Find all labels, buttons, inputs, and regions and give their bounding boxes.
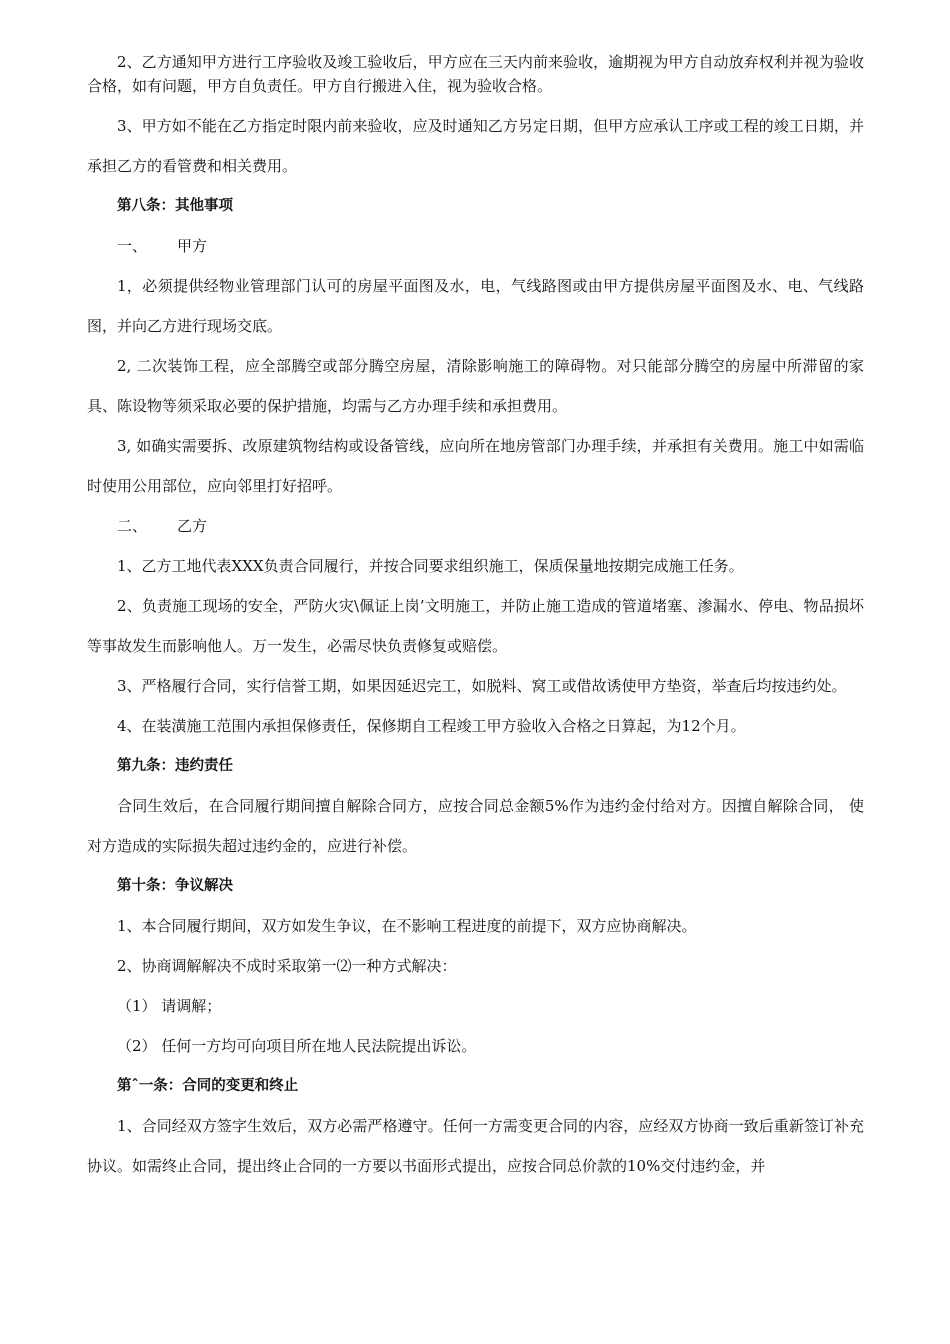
paragraph-change-termination-1: 1、合同经双方签字生效后，双方必需严格遵守。任何一方需变更合同的内容，应经双方协商一致后重新签订补充协议。如需终止合同，提出终止合同的一方要以书面形式提出，应按合同总价款的10%交付违约金，并 xyxy=(87,1117,864,1175)
paragraph-party-b-2: 2、负责施工现场的安全，严防火灾\佩证上岗’文明施工，并防止施工造成的管道堵塞、渗漏水、停电、物品损坏等事故发生而影响他人。万一发生，必需尽快负责修复或赔偿。 xyxy=(87,597,864,655)
paragraph-party-a-2: 2, 二次装饰工程，应全部腾空或部分腾空房屋，清除影响施工的障碍物。对只能部分腾空的房屋中所滞留的家具、陈设物等须采取必要的保护措施，均需与乙方办理手续和承担费用。 xyxy=(87,357,864,415)
subheading-party-a xyxy=(87,226,864,266)
paragraph-party-b-4: 4、在装潢施工范围内承担保修责任，保修期自工程竣工甲方验收入合格之日算起，为12个月。 xyxy=(117,717,746,735)
subheading-party-b xyxy=(87,506,864,546)
section-heading-article-11: 第ˆ一条：合同的变更和终止 xyxy=(117,1078,299,1094)
paragraph-party-b-1: 1、乙方工地代表XXX负责合同履行，并按合同要求组织施工，保质保量地按期完成施工任务。 xyxy=(117,557,744,575)
subheading-number: 一、 xyxy=(117,237,148,255)
paragraph-acceptance-2: 2、乙方通知甲方进行工序验收及竣工验收后，甲方应在三天内前来验收，逾期视为甲方自动放弃权利并视为验收合格，如有问题，甲方自负责任。甲方自行搬进入住，视为验收合格。 xyxy=(87,53,864,95)
list-item-litigation: （2） 任何一方均可向项目所在地人民法院提出诉讼。 xyxy=(117,1037,477,1055)
paragraph-dispute-2: 2、协商调解解决不成时采取第一⑵一种方式解决： xyxy=(117,957,457,975)
subheading-number: 二、 xyxy=(117,517,148,535)
subheading-label: 甲方 xyxy=(177,237,208,255)
paragraph-party-a-1: 1，必须提供经物业管理部门认可的房屋平面图及水，电，气线路图或由甲方提供房屋平面图及水、电、气线路图，并向乙方进行现场交底。 xyxy=(87,277,864,335)
section-heading-article-9: 第九条：违约责任 xyxy=(117,758,233,774)
contract-text xyxy=(87,44,864,1186)
subheading-label: 乙方 xyxy=(177,517,208,535)
list-item-mediation: （1） 请调解； xyxy=(117,997,222,1015)
paragraph-party-b-3: 3、严格履行合同，实行信誉工期，如果因延迟完工，如脱料、窝工或借故诱使甲方垫资，举查后均按违约处。 xyxy=(117,677,847,695)
paragraph-breach: 合同生效后，在合同履行期间擅自解除合同方，应按合同总金额5%作为违约金付给对方。因擅自解除合同， 使对方造成的实际损失超过违约金的，应进行补偿。 xyxy=(87,797,864,855)
section-heading-article-10: 第十条：争议解决 xyxy=(117,878,233,894)
section-heading-article-8: 第八条：其他事项 xyxy=(117,198,233,214)
paragraph-party-a-3: 3, 如确实需要拆、改原建筑物结构或设备管线，应向所在地房管部门办理手续，并承担有关费用。施工中如需临时使用公用部位，应向邻里打好招呼。 xyxy=(87,437,864,495)
paragraph-acceptance-3: 3、甲方如不能在乙方指定时限内前来验收，应及时通知乙方另定日期，但甲方应承认工序或工程的竣工日期，并承担乙方的看管费和相关费用。 xyxy=(87,117,864,175)
paragraph-dispute-1: 1、本合同履行期间，双方如发生争议，在不影响工程进度的前提下，双方应协商解决。 xyxy=(117,917,697,935)
